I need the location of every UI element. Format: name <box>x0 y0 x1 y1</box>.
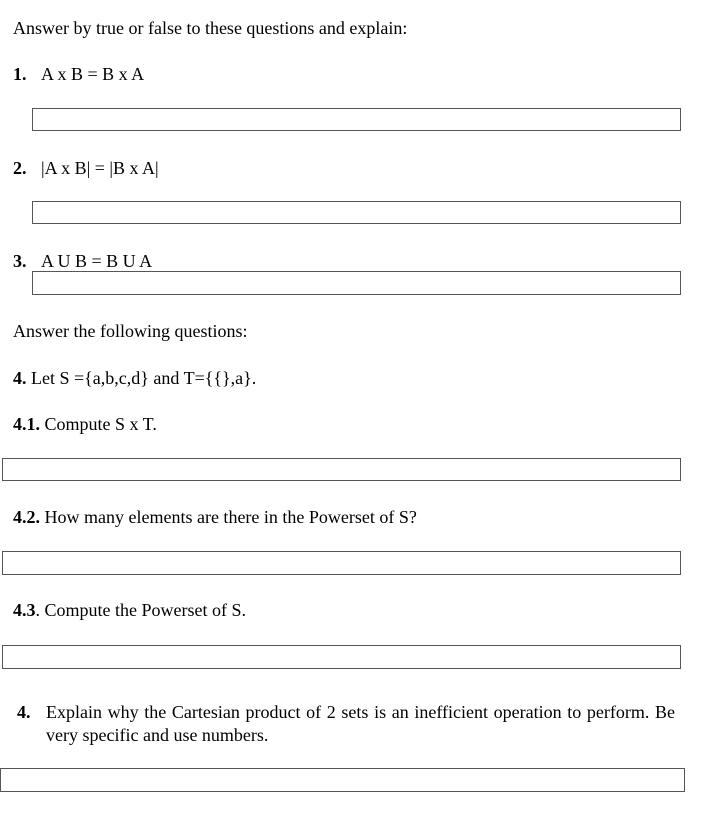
question-1 <box>13 63 144 85</box>
question-4-3-text: . Compute the Powerset of S. <box>35 600 246 620</box>
question-1-text: A x B = B x A <box>41 64 145 84</box>
question-2 <box>13 157 159 179</box>
question-4-number: 4. <box>13 368 27 388</box>
question-2-text: |A x B| = |B x A| <box>41 158 159 178</box>
question-5 <box>17 701 675 747</box>
answer-field-1[interactable] <box>32 108 681 131</box>
answer-field-3[interactable] <box>32 271 681 295</box>
answer-field-2[interactable] <box>32 201 681 224</box>
question-4-2-number: 4.2. <box>13 507 40 527</box>
question-3-number: 3. <box>13 251 27 271</box>
question-5-number: 4. <box>17 702 31 722</box>
question-4-3-number: 4.3 <box>13 600 36 620</box>
answer-field-4-3[interactable] <box>2 645 681 669</box>
answer-field-5[interactable] <box>0 768 685 792</box>
question-4-1-number: 4.1. <box>13 414 40 434</box>
question-4-3 <box>13 599 246 621</box>
intro-true-false: Answer by true or false to these questions and explain: <box>13 18 408 38</box>
answer-field-4-1[interactable] <box>2 458 681 481</box>
intro-answer-following: Answer the following questions: <box>13 321 248 341</box>
question-3 <box>13 250 152 272</box>
question-4-2-text: How many elements are there in the Powerset of S? <box>44 507 417 527</box>
question-4-text: Let S ={a,b,c,d} and T={{},a}. <box>31 368 257 388</box>
question-4-1 <box>13 413 157 435</box>
question-3-text: A U B = B U A <box>41 251 153 271</box>
question-4 <box>13 367 256 389</box>
question-2-number: 2. <box>13 158 27 178</box>
question-4-1-text: Compute S x T. <box>44 414 157 434</box>
answer-field-4-2[interactable] <box>2 551 681 575</box>
question-4-2 <box>13 506 417 528</box>
question-5-text: Explain why the Cartesian product of 2 sets is an inefficient operation to perform. Be very specific and use numbers. <box>46 702 675 745</box>
question-1-number: 1. <box>13 64 27 84</box>
